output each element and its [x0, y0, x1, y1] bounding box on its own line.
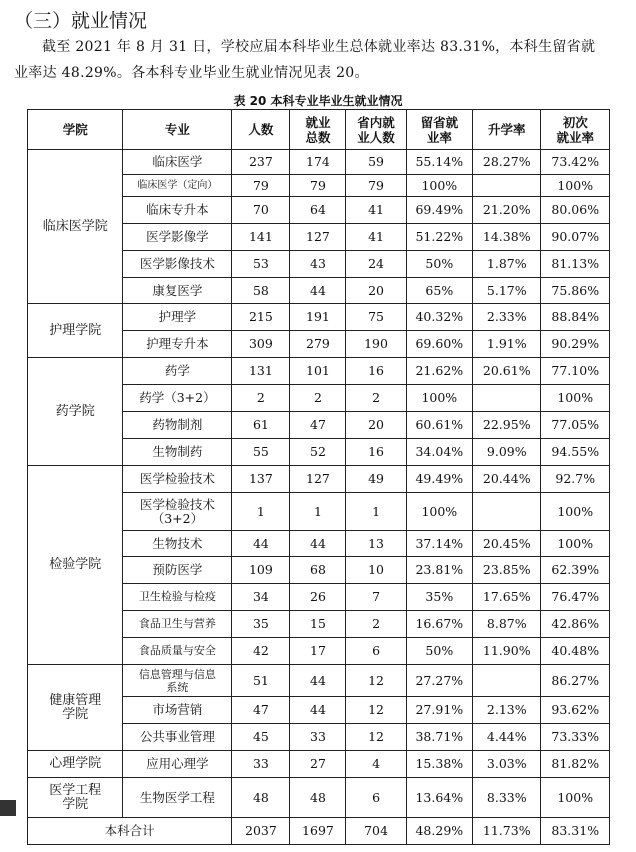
major-cell: 预防医学 [123, 557, 232, 584]
table-row: 食品质量与安全 42 17 6 50% 11.90% 40.48% [28, 638, 610, 665]
major-cell: 市场营销 [123, 697, 232, 724]
major-cell: 生物医学工程 [123, 778, 232, 818]
major-cell: 临床医学 [123, 150, 232, 175]
employment-table [27, 109, 610, 845]
table-row: 生物技术 44 44 13 37.14% 20.45% 100% [28, 531, 610, 557]
college-cell: 药学院 [28, 358, 123, 466]
college-cell: 检验学院 [28, 466, 123, 665]
total-label: 本科合计 [28, 818, 232, 845]
major-cell: 药学 [123, 358, 232, 385]
table-row: 康复医学 58 44 20 65% 5.17% 75.86% [28, 278, 610, 304]
major-cell: 临床医学（定向） [123, 175, 232, 197]
header-employed: 就业 总数 [290, 110, 346, 150]
college-cell: 护理学院 [28, 304, 123, 358]
table-row: 临床医学院 临床医学 237 174 59 55.14% 28.27% 73.42% [28, 150, 610, 175]
college-cell: 心理学院 [28, 751, 123, 778]
header-row [28, 110, 610, 150]
table-row: 药学院 药学 131 101 16 21.62% 20.61% 77.10% [28, 358, 610, 385]
section-heading: （三）就业情况 [14, 10, 148, 32]
major-cell: 医学影像技术 [123, 251, 232, 278]
major-cell: 药物制剂 [123, 412, 232, 439]
table-row: 护理学院 护理学 215 191 75 40.32% 2.33% 88.84% [28, 304, 610, 331]
table-row: 市场营销 47 44 12 27.91% 2.13% 93.62% [28, 697, 610, 724]
major-cell: 临床专升本 [123, 197, 232, 224]
table-row: 心理学院 应用心理学 33 27 4 15.38% 3.03% 81.82% [28, 751, 610, 778]
table-row: 医学工程 学院 生物医学工程 48 48 6 13.64% 8.33% 100% [28, 778, 610, 818]
intro-line-1: 截至 2021 年 8 月 31 日，学校应届本科毕业生总体就业率达 83.31%，本科生留省就 [42, 39, 596, 55]
table-row: 食品卫生与营养 35 15 2 16.67% 8.87% 42.86% [28, 611, 610, 638]
intro-line-2: 业率达 48.29%。各本科专业毕业生就业情况见表 20。 [14, 65, 369, 81]
header-major: 专业 [123, 110, 232, 150]
header-further-study: 升学率 [473, 110, 541, 150]
header-initial: 初次 就业率 [541, 110, 610, 150]
table-row: 健康管理 学院 信息管理与信息 系统 51 44 12 27.27% 86.27% [28, 665, 610, 697]
major-cell: 药学（3+2） [123, 385, 232, 412]
major-cell: 食品质量与安全 [123, 638, 232, 665]
major-cell: 食品卫生与营养 [123, 611, 232, 638]
table-row: 检验学院 医学检验技术 137 127 49 49.49% 20.44% 92.7% [28, 466, 610, 493]
major-cell: 护理专升本 [123, 331, 232, 358]
major-cell: 应用心理学 [123, 751, 232, 778]
major-cell: 护理学 [123, 304, 232, 331]
college-cell: 医学工程 学院 [28, 778, 123, 818]
major-cell: 信息管理与信息 系统 [123, 665, 232, 697]
major-cell: 医学影像学 [123, 224, 232, 251]
total-row: 本科合计 2037 1697 704 48.29% 11.73% 83.31% [28, 818, 610, 845]
header-count: 人数 [232, 110, 290, 150]
major-cell: 卫生检验与检疫 [123, 584, 232, 611]
table-row: 医学影像技术 53 43 24 50% 1.87% 81.13% [28, 251, 610, 278]
table-row: 药物制剂 61 47 20 60.61% 22.95% 77.05% [28, 412, 610, 439]
table-row: 临床医学（定向） 79 79 79 100% 100% [28, 175, 610, 197]
major-cell: 生物技术 [123, 531, 232, 557]
major-cell: 生物制药 [123, 439, 232, 466]
major-cell: 公共事业管理 [123, 724, 232, 751]
major-cell: 医学检验技术 （3+2） [123, 493, 232, 531]
major-cell: 康复医学 [123, 278, 232, 304]
major-cell: 医学检验技术 [123, 466, 232, 493]
college-cell: 健康管理 学院 [28, 665, 123, 751]
table-row: 药学（3+2） 2 2 2 100% 100% [28, 385, 610, 412]
header-retention: 留省就 业率 [406, 110, 472, 150]
header-in-province: 省内就 业人数 [346, 110, 406, 150]
table-row: 公共事业管理 45 33 12 38.71% 4.44% 73.33% [28, 724, 610, 751]
college-cell: 临床医学院 [28, 150, 123, 304]
page-edge-marker [0, 800, 16, 816]
table-row: 护理专升本 309 279 190 69.60% 1.91% 90.29% [28, 331, 610, 358]
table-row: 医学影像学 141 127 41 51.22% 14.38% 90.07% [28, 224, 610, 251]
table-row: 预防医学 109 68 10 23.81% 23.85% 62.39% [28, 557, 610, 584]
table-row: 生物制药 55 52 16 34.04% 9.09% 94.55% [28, 439, 610, 466]
intro-paragraph [14, 34, 630, 86]
header-college: 学院 [28, 110, 123, 150]
table-caption: 表 20 本科专业毕业生就业情况 [233, 94, 403, 108]
table-row: 临床专升本 70 64 41 69.49% 21.20% 80.06% [28, 197, 610, 224]
table-row: 卫生检验与检疫 34 26 7 35% 17.65% 76.47% [28, 584, 610, 611]
table-row: 医学检验技术 （3+2） 1 1 1 100% 100% [28, 493, 610, 531]
